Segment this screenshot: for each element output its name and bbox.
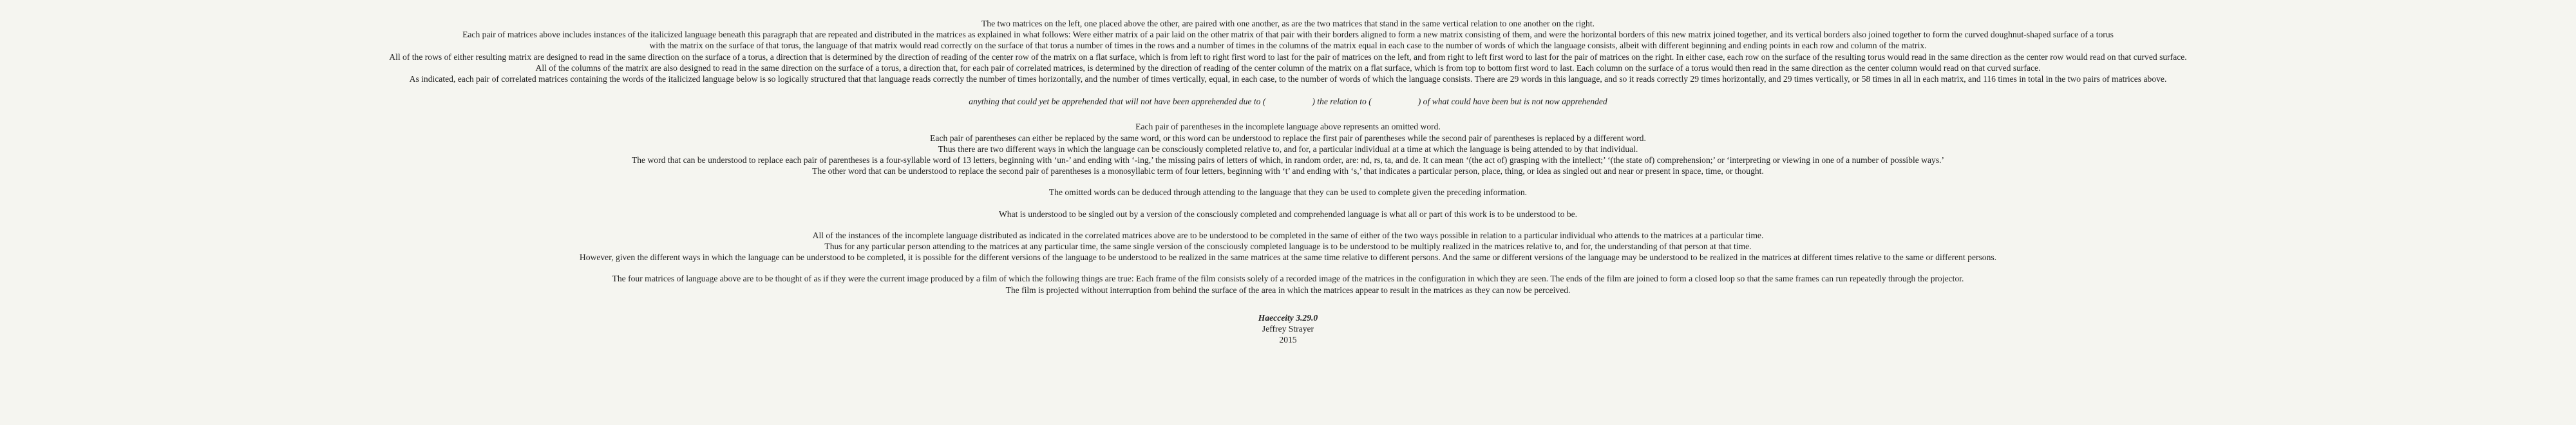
intro-line: Each pair of matrices above includes instances of the italicized language beneath this paragraph that are repeated and distributed in the matrices as explained in what follows: Were either matrix of a pair laid on the other matrix of that pair with their borders aligned to form a new matrix consisting of them, and were the horizontal borders of this new matrix joined together, and its vertical borders also joined together to form the curved doughnut-shaped surface of a torus: [462, 30, 2114, 40]
intro-line: All of the rows of either resulting matrix are designed to read in the same direction on the surface of a torus, a direction that is determined by the direction of reading of the center row of the matrix on a flat surface, which is from left to right first word to last for the pair of matrices on the left, and from right to left first word to last for the pair of matrices on the right. In either case, each row on the surface of the resulting torus would read in the same direction as the center row would read on that curved surface.: [389, 52, 2187, 62]
parentheses-line: The other word that can be understood to replace the second pair of parentheses is a monosyllabic term of four letters, beginning with ‘t’ and ending with ‘s,’ that indicates a particular person, place, thing, or idea as singled out and near or present in space, time, or thought.: [812, 166, 1764, 176]
instances-line: Thus for any particular person attending to the matrices at any particular time, the same single version of the consciously completed language is to be understood to be multiply realized in the matrices relative to, and for, the understanding of that person at that time.: [824, 241, 1752, 252]
italic-part-1: anything that could yet be apprehended that will not have been apprehended due to (: [969, 97, 1266, 107]
italicized-language: [0, 96, 2576, 107]
film-line: The four matrices of language above are to be thought of as if they were the current image produced by a film of which the following things are true: Each frame of the film consists solely of a recorded image of the matrices in the configuration in which they are seen. The ends of the film are joined to form a closed loop so that the same frames can run repeatedly through the projector.: [612, 274, 1964, 284]
italic-part-2: ) the relation to (: [1312, 97, 1372, 107]
parentheses-line: Each pair of parentheses in the incomplete language above represents an omitted word.: [1135, 122, 1441, 132]
colophon: [0, 312, 2576, 345]
parentheses-section: [0, 121, 2576, 176]
instances-section: [0, 230, 2576, 263]
parentheses-line: Each pair of parentheses can either be replaced by the same word, or this word can be understood to replace the first pair of parentheses while the second pair of parentheses is replaced by a different word.: [930, 133, 1646, 143]
intro-line: The two matrices on the left, one placed above the other, are paired with one another, as are the two matrices that stand in the same vertical relation to one another on the right.: [981, 19, 1595, 28]
intro-line: with the matrix on the surface of that torus, the language of that matrix would read correctly on the surface of that torus a number of times in the rows and a number of times in the columns of the matrix equal in each case to the number of words of which the language consists, albeit with different beginning and ending points in each row and column of the matrix.: [649, 41, 1927, 51]
intro-line: All of the columns of the matrix are also designed to read in the same direction on the surface of a torus, a direction that, for each pair of correlated matrices, is determined by the direction of reading of the center column of the matrix on a flat surface, which is from top to bottom first word to last. Each column on the surface of a torus would then read in the same direction as the center column would read on that curved surface.: [535, 62, 2041, 73]
omitted-words-line: The omitted words can be deduced through attending to the language that they can be used to complete given the preceding information.: [1048, 187, 1528, 198]
film-line: The film is projected without interruption from behind the surface of the area in which the matrices appear to result in the matrices as they can now be perceived.: [1005, 285, 1571, 295]
instances-line: All of the instances of the incomplete language distributed as indicated in the correlated matrices above are to be understood to be completed in the same of either of the two ways possible in relation to a particular individual who attends to the matrices at a particular time.: [812, 230, 1764, 240]
year: 2015: [1279, 334, 1297, 345]
parentheses-line: The word that can be understood to replace each pair of parentheses is a four-syllable word of 13 letters, beginning with ‘un-’ and ending with ‘-ing,’ the missing pairs of letters of which, in random order, are: nd, rs, ta, and de. It can mean ‘(the act of) grasping with the intellect;’ ‘(the state of) comprehension;’ or ‘interpreting or viewing in one of a number of possible ways.’: [631, 155, 1945, 165]
parentheses-line: Thus there are two different ways in which the language can be consciously completed relative to, and for, a particular individual at a time at which the language is being attended to by that individual.: [938, 144, 1638, 154]
singled-out-line: What is understood to be singled out by a version of the consciously completed and comprehended language is what all or part of this work is to be understood to be.: [998, 209, 1578, 219]
film-section: [0, 273, 2576, 295]
intro-section: [0, 18, 2576, 84]
italic-part-3: ) of what could have been but is not now apprehended: [1417, 97, 1607, 107]
intro-line: As indicated, each pair of correlated matrices containing the words of the italicized language below is so logically structured that that language reads correctly the number of times horizontally, and the number of times vertically, equal, in each case, to the number of words of which the language consists. There are 29 words in this language, and so it reads correctly 29 times horizontally, and 29 times vertically, or 58 times in all in each matrix, and 116 times in total in the two pairs of matrices above.: [409, 74, 2167, 84]
instances-line: However, given the different ways in which the language can be understood to be completed, it is possible for the different versions of the language to be understood to be realized in the same matrices at the same time relative to different persons. And the same or different versions of the language may be understood to be realized in the matrices at different times relative to the same or different persons.: [579, 252, 1997, 263]
work-title: Haecceity 3.29.0: [1258, 312, 1318, 323]
author-name: Jeffrey Strayer: [1262, 323, 1314, 334]
